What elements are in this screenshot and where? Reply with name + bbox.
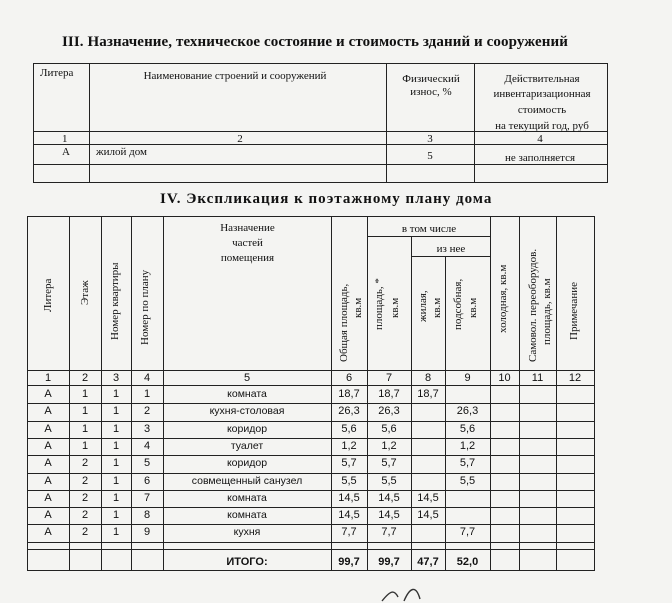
cell-plan: 1 xyxy=(143,388,151,400)
s4-num-9: 9 xyxy=(464,372,471,384)
cell-living: 14,5 xyxy=(417,492,439,504)
s4-header-area-1: площадь, * xyxy=(373,278,385,330)
cell-liter: А xyxy=(44,440,52,452)
s4-total-living: 47,7 xyxy=(417,556,439,568)
cell-aux: 1,2 xyxy=(459,440,476,452)
cell-area: 14,5 xyxy=(378,509,400,521)
s4-total-area: 99,7 xyxy=(378,556,400,568)
cell-area: 7,7 xyxy=(381,526,397,538)
s4-num-3: 3 xyxy=(112,372,120,384)
cell-aux: 26,3 xyxy=(456,405,479,417)
cell-total: 18,7 xyxy=(338,388,360,400)
s4-header-area-2: кв.м xyxy=(389,297,401,318)
cell-apt: 1 xyxy=(112,388,120,400)
cell-apt: 1 xyxy=(112,405,120,417)
cell-area: 14,5 xyxy=(378,492,400,504)
s3-row-liter: А xyxy=(62,146,70,158)
cell-apt: 1 xyxy=(112,509,120,521)
cell-floor: 1 xyxy=(81,423,89,435)
s3-num-1: 1 xyxy=(62,133,68,145)
s4-num-4: 4 xyxy=(143,372,151,384)
cell-aux: 5,7 xyxy=(459,457,476,469)
s3-header-cost-3: стоимость xyxy=(517,104,567,116)
s4-header-liter: Литера xyxy=(42,278,54,312)
section3-title: III. Назначение, техническое состояние и стоимость зданий и сооружений xyxy=(62,34,569,50)
cell-liter: А xyxy=(44,526,52,538)
cell-plan: 7 xyxy=(143,492,151,504)
cell-apt: 1 xyxy=(112,440,120,452)
cell-apt: 1 xyxy=(112,492,120,504)
s4-num-6: 6 xyxy=(345,372,353,384)
cell-name: коридор xyxy=(226,423,268,435)
cell-apt: 1 xyxy=(112,423,120,435)
cell-living: 14,5 xyxy=(417,509,439,521)
s4-header-apt: Номер квартиры xyxy=(109,262,121,340)
cell-area: 5,6 xyxy=(381,423,397,435)
s4-header-note: Примечание xyxy=(568,282,580,340)
s4-total-total: 99,7 xyxy=(338,556,360,568)
cell-plan: 2 xyxy=(143,405,151,417)
cell-floor: 1 xyxy=(81,440,89,452)
cell-plan: 8 xyxy=(143,509,151,521)
s4-header-living-1: жилая, xyxy=(417,290,429,322)
cell-name: кухня-столовая xyxy=(209,405,285,417)
cell-area: 5,5 xyxy=(381,475,397,487)
cell-name: комната xyxy=(227,492,267,504)
s3-header-name: Наименование строений и сооружений xyxy=(143,70,327,82)
s3-num-4: 4 xyxy=(537,133,543,145)
s4-header-self-1: Самовол. переоборудов. xyxy=(527,248,539,362)
cell-total: 1,2 xyxy=(341,440,357,452)
section4-title: IV. Экспликация к поэтажному плану дома xyxy=(160,191,493,207)
s4-num-7: 7 xyxy=(385,372,393,384)
cell-floor: 2 xyxy=(81,492,89,504)
cell-plan: 5 xyxy=(143,457,151,469)
cell-liter: А xyxy=(44,388,52,400)
cell-aux: 5,5 xyxy=(459,475,476,487)
s4-total-aux: 52,0 xyxy=(456,556,479,568)
cell-name: кухня xyxy=(233,526,261,538)
s3-header-cost-4: на текущий год, руб xyxy=(495,120,589,132)
cell-liter: А xyxy=(44,457,52,469)
s4-header-of-which: из нее xyxy=(436,243,466,255)
cell-name: туалет xyxy=(230,440,264,452)
s4-header-purpose-2: частей xyxy=(232,237,263,249)
s4-header-aux-2: кв.м xyxy=(467,297,479,318)
cell-total: 26,3 xyxy=(338,405,360,417)
s4-num-1: 1 xyxy=(44,372,52,384)
cell-name: комната xyxy=(227,509,267,521)
s3-row-name: жилой дом xyxy=(96,146,147,158)
s4-header-total-1: Общая площадь, xyxy=(338,283,350,362)
cell-plan: 6 xyxy=(143,475,151,487)
s3-header-wear-1: Физический xyxy=(402,73,460,85)
cell-name: совмещенный санузел xyxy=(191,475,303,487)
signature-mark xyxy=(380,583,440,603)
s3-header-wear-2: износ, % xyxy=(410,86,452,98)
cell-area: 5,7 xyxy=(381,457,397,469)
s3-header-liter: Литера xyxy=(40,67,74,79)
cell-name: коридор xyxy=(226,457,268,469)
s4-header-self-2: площадь, кв.м xyxy=(541,278,553,345)
cell-aux: 7,7 xyxy=(459,526,476,538)
cell-apt: 1 xyxy=(112,457,120,469)
cell-floor: 2 xyxy=(81,509,89,521)
s4-header-cold: холодная, кв.м xyxy=(497,264,509,333)
cell-floor: 2 xyxy=(81,457,89,469)
s4-header-aux-1: подсобная, xyxy=(452,278,464,330)
cell-area: 26,3 xyxy=(378,405,400,417)
s4-header-total-2: кв.м xyxy=(352,297,364,318)
cell-floor: 2 xyxy=(81,526,89,538)
cell-apt: 1 xyxy=(112,475,120,487)
s4-header-plan: Номер по плану xyxy=(139,269,151,345)
s4-header-floor: Этаж xyxy=(79,280,91,305)
cell-floor: 1 xyxy=(81,405,89,417)
s3-num-2: 2 xyxy=(237,133,243,145)
s3-header-cost-1: Действительная xyxy=(504,73,580,85)
s3-num-3: 3 xyxy=(427,133,433,145)
cell-plan: 4 xyxy=(143,440,151,452)
s3-row-wear: 5 xyxy=(427,150,433,162)
s4-header-living-2: кв.м xyxy=(431,297,443,318)
s4-num-5: 5 xyxy=(243,372,251,384)
cell-living: 18,7 xyxy=(417,388,439,400)
s4-num-8: 8 xyxy=(424,372,432,384)
s3-header-cost-2: инвентаризационная xyxy=(493,88,591,100)
s4-num-2: 2 xyxy=(81,372,89,384)
s4-header-purpose-1: Назначение xyxy=(220,222,275,234)
cell-liter: А xyxy=(44,423,52,435)
s4-total-label: ИТОГО: xyxy=(226,556,268,568)
s4-header-including: в том числе xyxy=(401,223,457,235)
cell-liter: А xyxy=(44,475,52,487)
cell-floor: 1 xyxy=(81,388,89,400)
cell-name: комната xyxy=(227,388,267,400)
s3-row-cost: не заполняется xyxy=(504,152,576,164)
cell-total: 5,5 xyxy=(341,475,357,487)
cell-liter: А xyxy=(44,492,52,504)
s4-num-10: 10 xyxy=(498,372,511,384)
cell-aux: 5,6 xyxy=(459,423,476,435)
cell-plan: 9 xyxy=(143,526,151,538)
s4-num-11: 11 xyxy=(531,372,544,384)
cell-total: 14,5 xyxy=(338,509,360,521)
cell-apt: 1 xyxy=(112,526,120,538)
cell-total: 14,5 xyxy=(338,492,360,504)
cell-total: 7,7 xyxy=(341,526,357,538)
s4-header-purpose-3: помещения xyxy=(220,252,275,264)
cell-liter: А xyxy=(44,509,52,521)
cell-plan: 3 xyxy=(143,423,151,435)
s4-num-12: 12 xyxy=(568,372,582,384)
cell-area: 18,7 xyxy=(378,388,400,400)
cell-total: 5,6 xyxy=(341,423,357,435)
cell-liter: А xyxy=(44,405,52,417)
cell-floor: 2 xyxy=(81,475,89,487)
cell-area: 1,2 xyxy=(381,440,397,452)
cell-total: 5,7 xyxy=(341,457,357,469)
